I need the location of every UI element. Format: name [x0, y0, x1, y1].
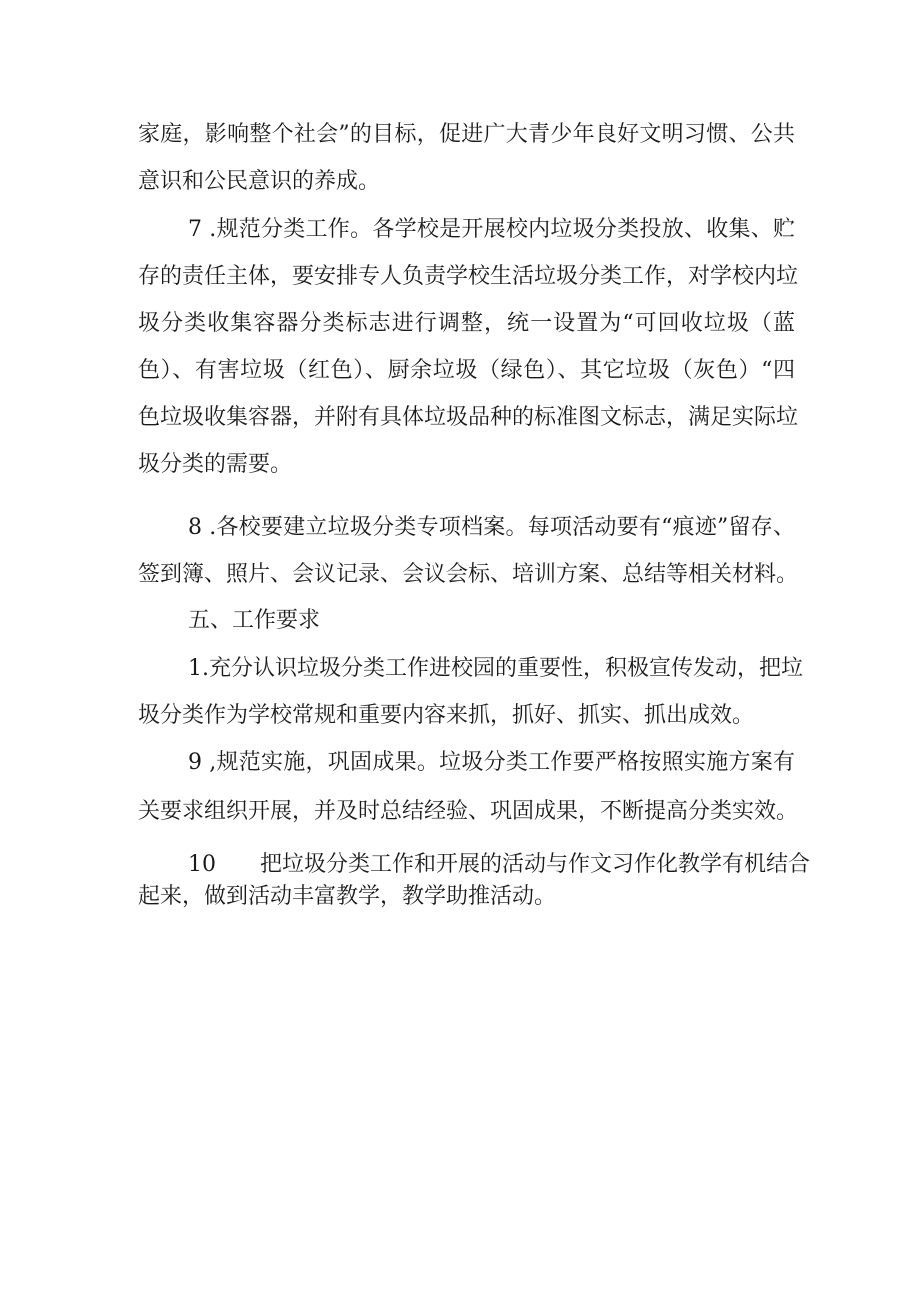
- text-line: 色）、有害垃圾（红色）、厨余垃圾（绿色）、其它垃圾（灰色）“四: [138, 358, 795, 383]
- text-line: 关要求组织开展，并及时总结经验、巩固成果，不断提高分类实效。: [138, 799, 799, 824]
- text-line: 起来，做到活动丰富教学，教学助推活动。: [138, 884, 557, 909]
- text-line: 1.充分认识垃圾分类工作进校园的重要性，积极宣传发动，把垃: [188, 656, 803, 681]
- text-line: 签到簿、照片、会议记录、会议会标、培训方案、总结等相关材料。: [138, 562, 799, 587]
- text-line: 9 ,规范实施，巩固成果。垃圾分类工作要严格按照实施方案有: [188, 750, 795, 775]
- text-line: 意识和公民意识的养成。: [138, 169, 381, 194]
- text-line: 色垃圾收集容器，并附有具体垃圾品种的标准图文标志，满足实际垃: [138, 405, 799, 430]
- text-line: 8 .各校要建立垃圾分类专项档案。每项活动要有“痕迹”留存、: [188, 515, 795, 540]
- text-line: 圾分类收集容器分类标志进行调整，统一设置为“可回收垃圾（蓝: [138, 311, 795, 336]
- text-line: 10 把垃圾分类工作和开展的活动与作文习作化教学有机结合: [188, 852, 810, 877]
- text-line: 五、工作要求: [188, 608, 321, 633]
- text-line: 7 .规范分类工作。各学校是开展校内垃圾分类投放、收集、贮: [188, 217, 795, 242]
- text-line: 圾分类作为学校常规和重要内容来抓，抓好、抓实、抓出成效。: [138, 703, 755, 728]
- text-line: 存的责任主体，要安排专人负责学校生活垃圾分类工作，对学校内垃: [138, 264, 799, 289]
- text-line: 圾分类的需要。: [138, 452, 293, 477]
- text-line: 家庭，影响整个社会”的目标，促进广大青少年良好文明习惯、公共: [138, 122, 795, 147]
